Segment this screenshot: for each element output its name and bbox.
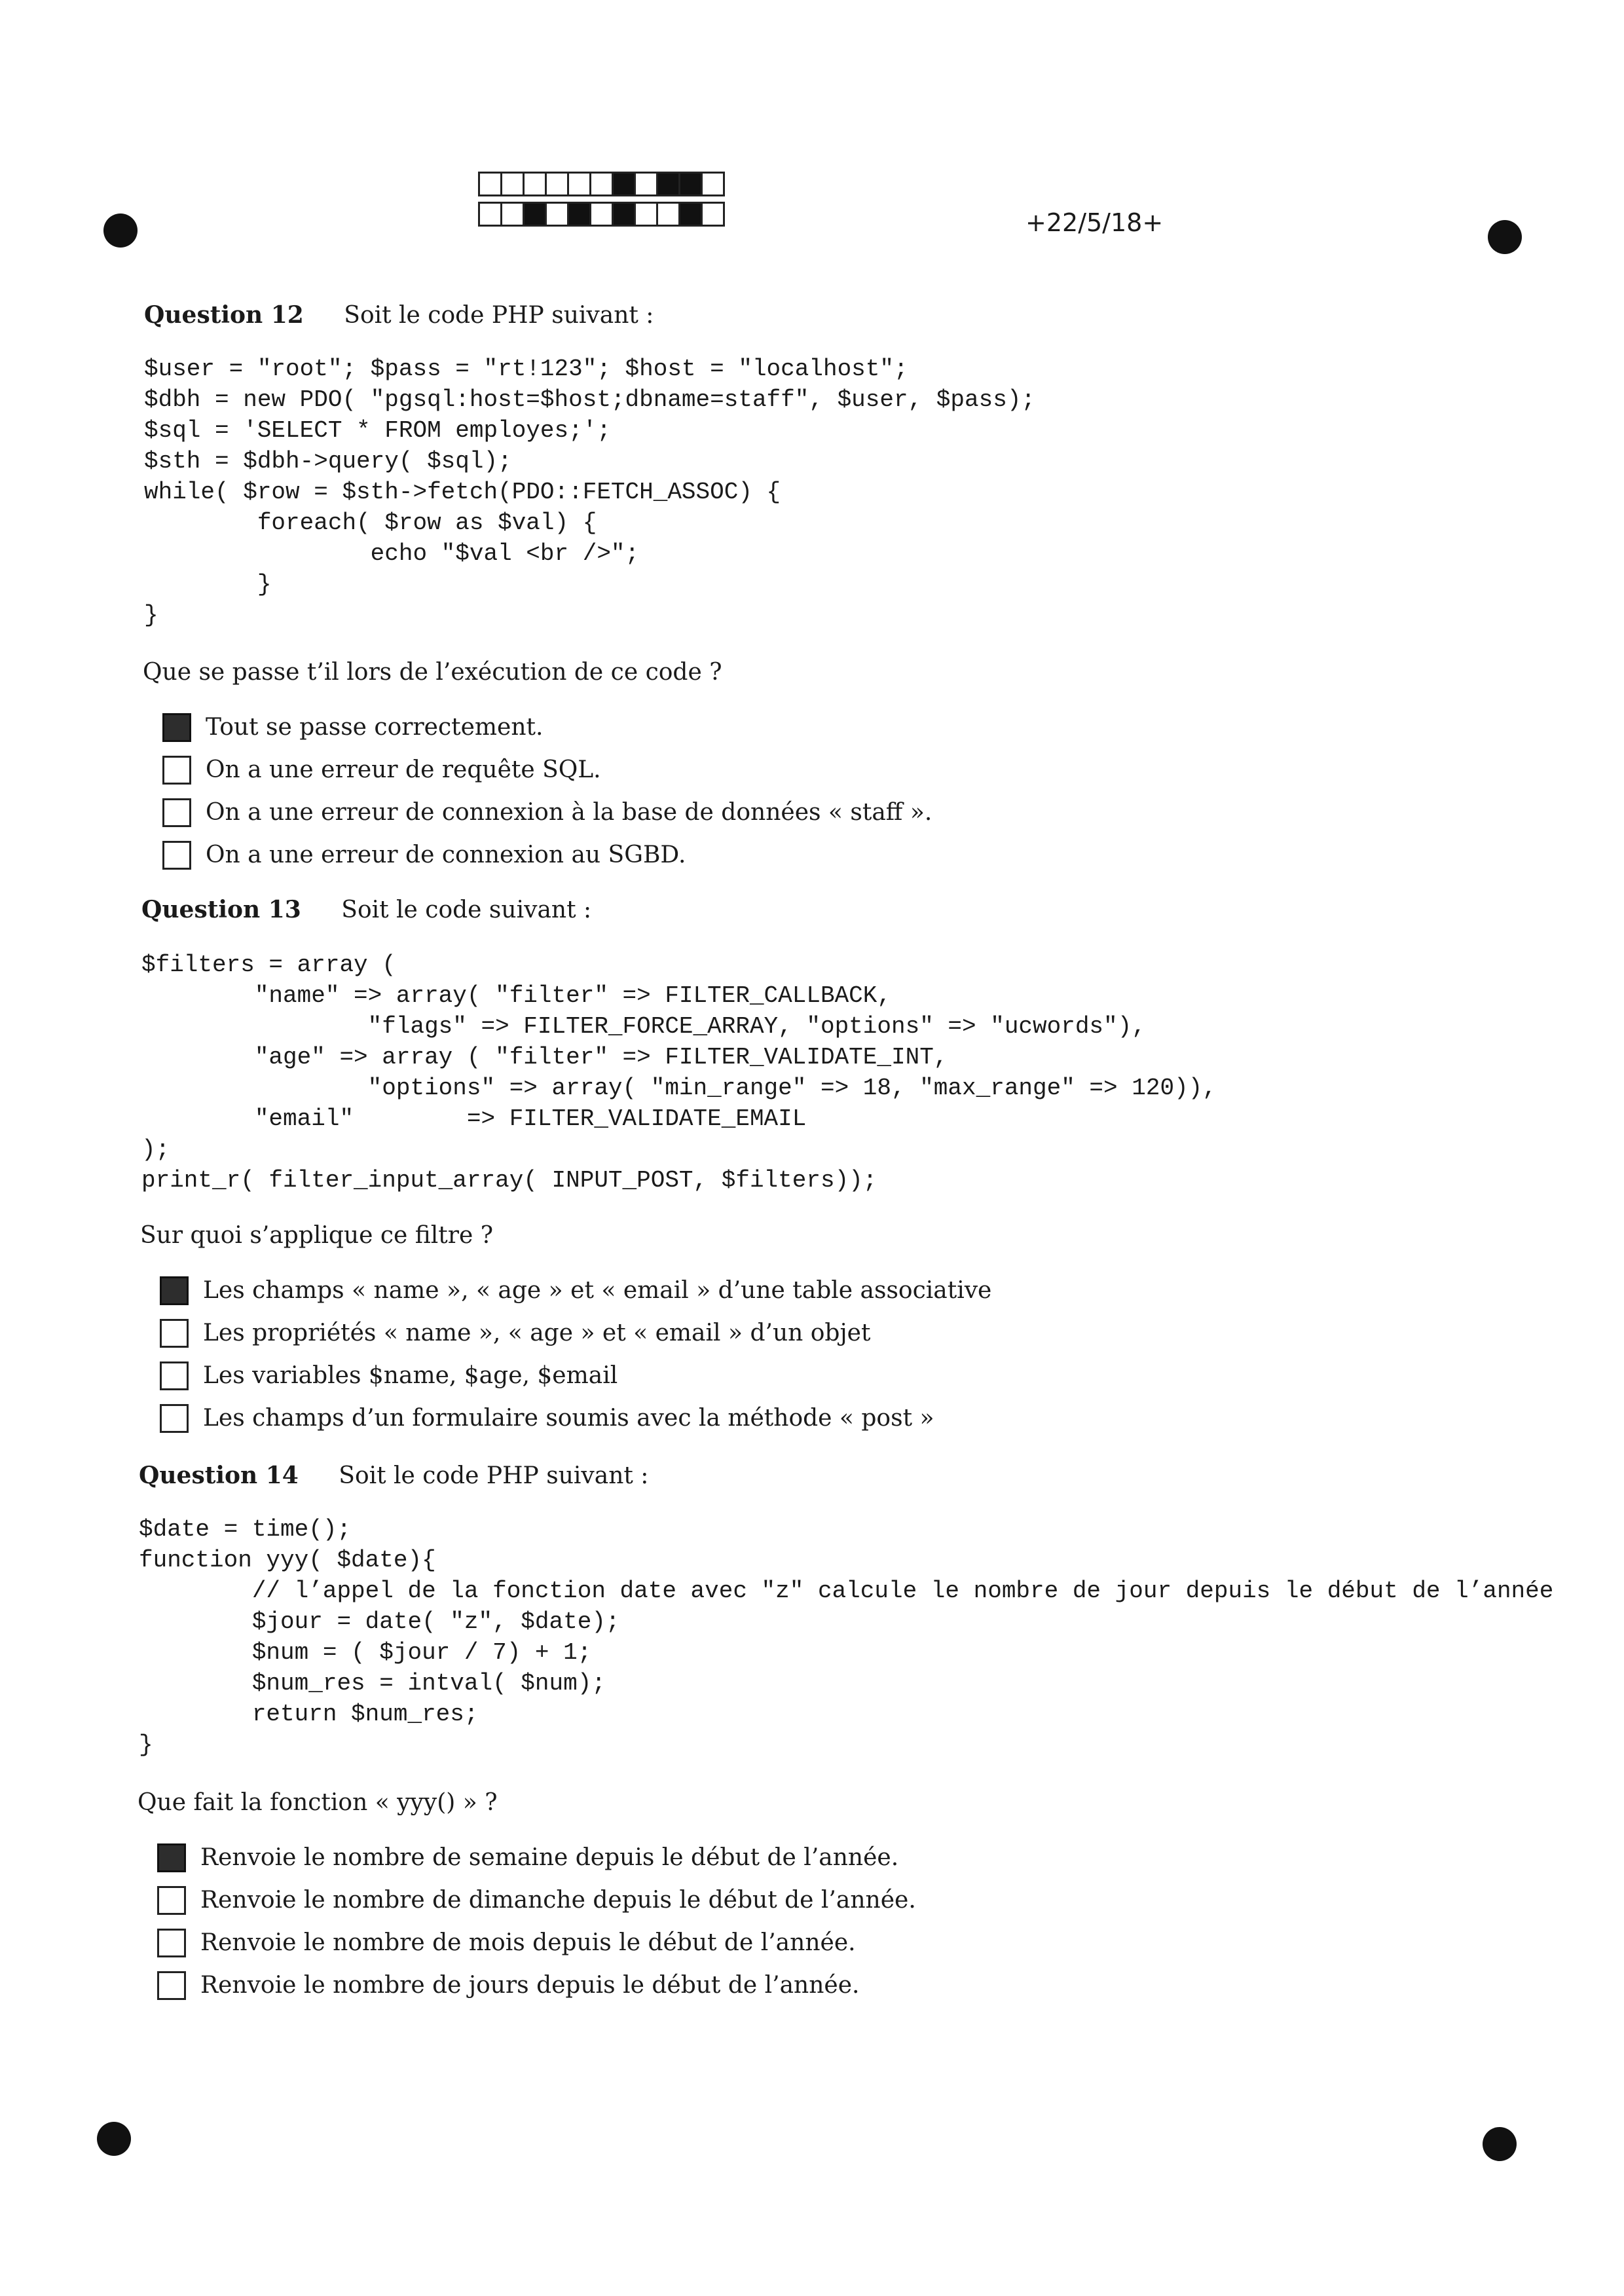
answer-checkbox[interactable] [160, 1361, 189, 1390]
answer-checkbox[interactable] [162, 841, 191, 870]
barcode-cell [612, 202, 636, 227]
answer-checkbox[interactable] [157, 1886, 186, 1915]
registration-mark-top-left [103, 213, 138, 248]
answer-text: Renvoie le nombre de semaine depuis le début de l’année. [200, 1844, 899, 1871]
question-12-header [144, 301, 654, 329]
answer-checkbox[interactable] [160, 1404, 189, 1433]
barcode-cell [678, 172, 703, 196]
answer-checkbox[interactable] [162, 798, 191, 827]
answer-checkbox[interactable] [157, 1843, 186, 1872]
answer-text: Renvoie le nombre de dimanche depuis le début de l’année. [200, 1887, 916, 1914]
barcode-cell [612, 172, 636, 196]
answer-checkbox[interactable] [162, 756, 191, 785]
answer-option[interactable] [160, 1354, 991, 1397]
answer-option[interactable] [160, 1397, 991, 1439]
answer-checkbox[interactable] [160, 1319, 189, 1348]
answer-text: Les variables $name, $age, $email [203, 1362, 618, 1389]
answer-option[interactable] [162, 791, 932, 834]
barcode-cell [589, 172, 614, 196]
barcode-cell [545, 172, 569, 196]
answer-text: Renvoie le nombre de mois depuis le début de l’année. [200, 1929, 856, 1956]
barcode-cell [523, 172, 547, 196]
page-id: +22/5/18+ [1025, 208, 1164, 237]
answer-text: Les propriétés « name », « age » et « email » d’un objet [203, 1320, 871, 1346]
answer-text: Les champs d’un formulaire soumis avec la méthode « post » [203, 1405, 934, 1432]
barcode-cell [478, 202, 502, 227]
barcode-cell [634, 202, 658, 227]
question-label: Question 12 [144, 301, 304, 329]
registration-mark-top-right [1488, 220, 1522, 254]
question-14-header [139, 1462, 648, 1489]
barcode-cell [678, 202, 703, 227]
answer-option[interactable] [157, 1921, 916, 1964]
question-12-prompt: Que se passe t’il lors de l’exécution de ce code ? [143, 659, 722, 686]
answer-option[interactable] [157, 1879, 916, 1921]
answer-text: Renvoie le nombre de jours depuis le début de l’année. [200, 1972, 860, 1999]
question-13-answers [160, 1269, 991, 1439]
question-13-code: $filters = array ( "name" => array( "filter" => FILTER_CALLBACK, "flags" => FILTER_FORCE_ARRAY, "options" => "ucwords"), "age" => array ( "filter" => FILTER_VALIDATE_INT, "options" => array( "min_range" => 18, "max_range" => 120)), "email" => FILTER_VALIDATE_EMAIL ); print_r( filter_input_array( INPUT_POST, $filters)); [141, 952, 1217, 1194]
answer-text: On a une erreur de requête SQL. [206, 756, 601, 783]
answer-option[interactable] [160, 1269, 991, 1312]
answer-option[interactable] [157, 1836, 916, 1879]
answer-text: Les champs « name », « age » et « email » d’une table associative [203, 1277, 992, 1304]
barcode-cell [567, 202, 591, 227]
barcode-cell [656, 172, 680, 196]
barcode-cell [523, 202, 547, 227]
answer-checkbox[interactable] [157, 1929, 186, 1957]
question-12-answers [162, 706, 932, 876]
barcode-cell [656, 202, 680, 227]
question-13-header [141, 896, 591, 923]
barcode-cell [634, 172, 658, 196]
barcode-cell [478, 172, 502, 196]
barcode-row-1 [478, 172, 723, 196]
question-intro: Soit le code suivant : [341, 897, 592, 923]
answer-checkbox[interactable] [160, 1276, 189, 1305]
question-12-code: $user = "root"; $pass = "rt!123"; $host = "localhost"; $dbh = new PDO( "pgsql:host=$host;dbname=staff", $user, $pass); $sql = 'SELECT * FROM employes;'; $sth = $dbh->query( $sql); while( $row = $sth->fetch(PDO::FETCH_ASSOC) { foreach( $row as $val) { echo "$val <br />"; } } [144, 356, 1036, 629]
answer-option[interactable] [162, 834, 932, 876]
question-intro: Soit le code PHP suivant : [344, 302, 654, 329]
question-label: Question 14 [139, 1462, 299, 1489]
barcode-cell [589, 202, 614, 227]
barcode-cell [500, 202, 525, 227]
answer-checkbox[interactable] [157, 1971, 186, 2000]
question-label: Question 13 [141, 896, 301, 923]
question-intro: Soit le code PHP suivant : [339, 1462, 649, 1489]
barcode-cell [701, 172, 725, 196]
question-13-prompt: Sur quoi s’applique ce filtre ? [140, 1222, 493, 1249]
answer-option[interactable] [160, 1312, 991, 1354]
barcode-row-2 [478, 202, 723, 227]
barcode-cell [545, 202, 569, 227]
answer-text: Tout se passe correctement. [206, 714, 544, 741]
answer-option[interactable] [157, 1964, 916, 2007]
registration-mark-bottom-left [97, 2122, 131, 2156]
answer-text: On a une erreur de connexion à la base de données « staff ». [206, 799, 932, 826]
barcode-cell [567, 172, 591, 196]
registration-mark-bottom-right [1483, 2127, 1517, 2161]
question-14-prompt: Que fait la fonction « yyy() » ? [138, 1789, 498, 1816]
question-14-code: $date = time(); function yyy( $date){ // l’appel de la fonction date avec "z" calcule le nombre de jour depuis le début de l’année $jour = date( "z", $date); $num = ( $jour / 7) + 1; $num_res = intval( $num); return $num_res; } [139, 1516, 1554, 1758]
answer-text: On a une erreur de connexion au SGBD. [206, 842, 686, 868]
barcode-cell [500, 172, 525, 196]
answer-option[interactable] [162, 749, 932, 791]
answer-option[interactable] [162, 706, 932, 749]
question-14-answers [157, 1836, 916, 2007]
barcode-cell [701, 202, 725, 227]
answer-checkbox[interactable] [162, 713, 191, 742]
